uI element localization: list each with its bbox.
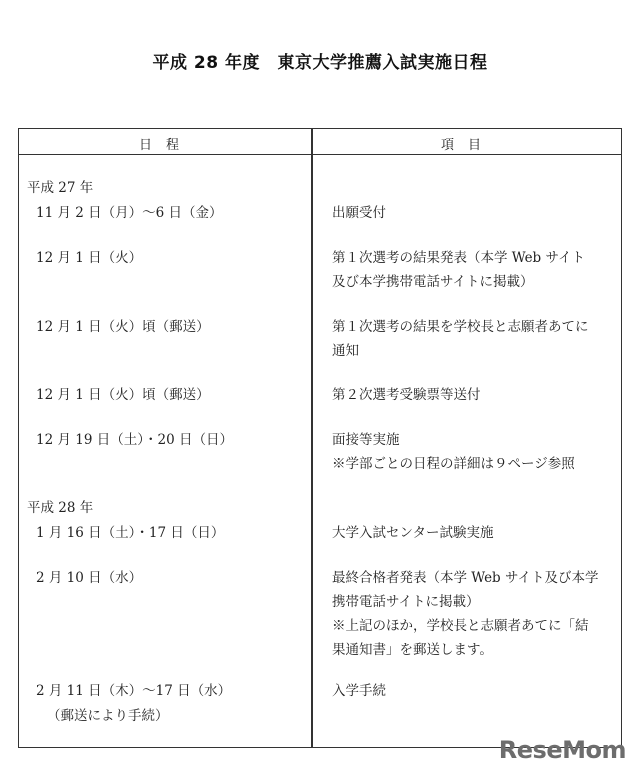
row-item: 入学手続 (332, 683, 386, 699)
row-date: 12 月 19 日（土）・20 日（日） (36, 432, 233, 448)
row-date: 12 月 1 日（火）頃（郵送） (36, 319, 210, 335)
row-item: 果通知書」を郵送します。 (332, 642, 493, 658)
row-date-note: （郵送により手続） (47, 708, 169, 724)
row-item: 出願受付 (332, 205, 386, 221)
row-date: 2 月 10 日（水） (36, 570, 143, 586)
header-schedule: 日程 (139, 138, 194, 153)
row-item: 携帯電話サイトに掲載） (332, 594, 480, 610)
table-header-row (19, 129, 621, 155)
row-date: 1 月 16 日（土）・17 日（日） (36, 525, 225, 541)
row-item: 大学入試センター試験実施 (332, 525, 494, 541)
schedule-table (18, 128, 622, 748)
row-item: 通知 (332, 343, 359, 359)
row-date: 12 月 1 日（火）頃（郵送） (36, 387, 210, 403)
year-label: 平成 27 年 (27, 180, 94, 196)
document-title: 平成 28 年度 東京大学推薦入試実施日程 (152, 53, 488, 73)
row-item: ※学部ごとの日程の詳細は９ページ参照 (332, 456, 575, 472)
row-item: 第１次選考の結果を学校長と志願者あてに (332, 319, 589, 335)
row-item: 面接等実施 (332, 432, 400, 448)
year-label: 平成 28 年 (27, 500, 94, 516)
row-item: 第１次選考の結果発表（本学 Web サイト (332, 250, 586, 266)
row-item: 及び本学携帯電話サイトに掲載） (332, 274, 534, 290)
column-divider (311, 129, 313, 747)
row-date: 2 月 11 日（木）～17 日（水） (36, 683, 232, 699)
row-date: 12 月 1 日（火） (36, 250, 143, 266)
resemom-watermark-logo: ReseMom (498, 736, 626, 764)
row-item: 第２次選考受験票等送付 (332, 387, 481, 403)
header-item: 項目 (441, 138, 496, 153)
row-item: ※上記のほか，学校長と志願者あてに「結 (332, 618, 589, 634)
row-date: 11 月 2 日（月）～6 日（金） (36, 205, 223, 221)
row-item: 最終合格者発表（本学 Web サイト及び本学 (332, 570, 599, 586)
